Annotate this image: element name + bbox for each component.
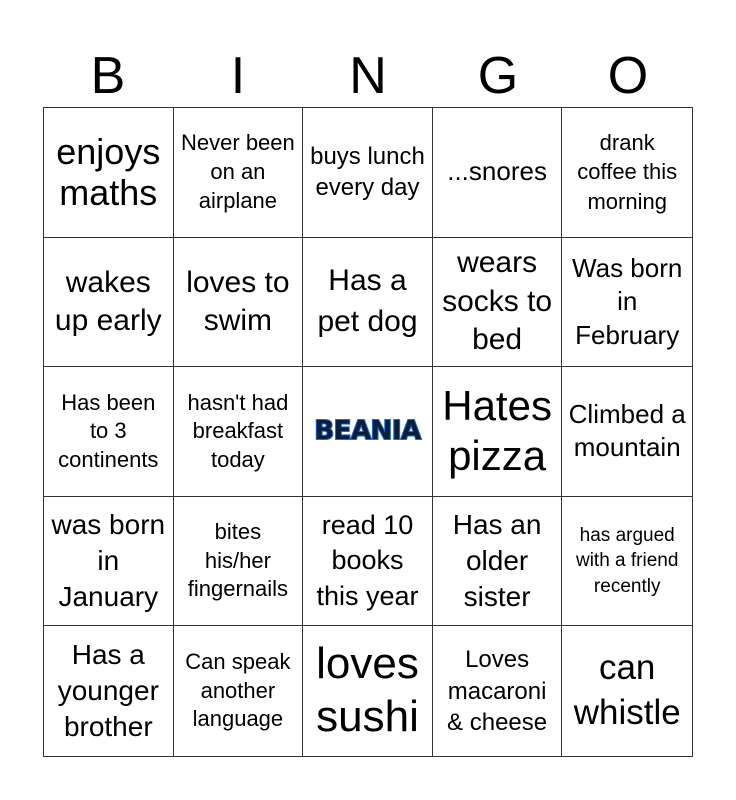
bingo-cell-r1-c3[interactable] <box>433 238 563 368</box>
bingo-cell-text: Can speak another language <box>185 649 291 732</box>
bingo-cell-r3-c0[interactable] <box>44 497 174 627</box>
header-letter-i: I <box>230 47 246 105</box>
bingo-cell-text: Has a younger brother <box>57 638 159 743</box>
bingo-cell-r0-c1[interactable] <box>174 108 304 238</box>
bingo-cell-text: wears socks to bed <box>442 246 553 357</box>
bingo-cell-r4-c3[interactable] <box>433 626 563 756</box>
bingo-cell-text: Hates pizza <box>442 382 552 480</box>
bingo-header <box>43 46 693 106</box>
bingo-cell-text: hasn't had breakfast today <box>187 389 289 472</box>
bingo-cell-text: Never been on an airplane <box>181 130 295 213</box>
bingo-cell-r4-c2[interactable] <box>303 626 433 756</box>
header-letter-b: B <box>90 47 126 105</box>
bingo-cell-r3-c3[interactable] <box>433 497 563 627</box>
free-space-cell[interactable] <box>303 367 433 497</box>
bingo-cell-text: can whistle <box>573 648 681 733</box>
bingo-cell-text: Climbed a mountain <box>568 399 686 463</box>
bingo-cell-text: buys lunch every day <box>310 143 425 202</box>
header-letter-n: N <box>349 47 387 105</box>
bingo-cell-r2-c4[interactable] <box>562 367 692 497</box>
free-space-logo: BEANIA <box>314 415 421 446</box>
bingo-cell-r0-c2[interactable] <box>303 108 433 238</box>
header-letter-o: O <box>607 47 649 105</box>
bingo-cell-r0-c4[interactable] <box>562 108 692 238</box>
bingo-cell-r4-c1[interactable] <box>174 626 304 756</box>
bingo-cell-text: Was born in February <box>572 252 683 350</box>
bingo-board <box>43 107 693 757</box>
bingo-cell-text: bites his/her fingernails <box>187 519 289 602</box>
bingo-cell-r2-c3[interactable] <box>433 367 563 497</box>
bingo-cell-r3-c4[interactable] <box>562 497 692 627</box>
bingo-cell-text: drank coffee this morning <box>577 129 678 215</box>
bingo-cell-r2-c1[interactable] <box>174 367 304 497</box>
bingo-cell-text: Has been to 3 continents <box>58 389 159 472</box>
bingo-cell-text: loves sushi <box>316 639 419 742</box>
bingo-cell-text: Has a pet dog <box>317 264 418 338</box>
bingo-cell-r4-c4[interactable] <box>562 626 692 756</box>
bingo-cell-text: has argued with a friend recently <box>575 524 679 597</box>
bingo-cell-text: wakes up early <box>54 265 162 337</box>
bingo-cell-text: ...snores <box>447 156 547 187</box>
bingo-cell-r1-c2[interactable] <box>303 238 433 368</box>
bingo-cell-r3-c1[interactable] <box>174 497 304 627</box>
bingo-cell-text: was born in January <box>51 508 166 613</box>
bingo-cell-text: Loves macaroni & cheese <box>447 646 548 736</box>
bingo-cell-r1-c4[interactable] <box>562 238 692 368</box>
bingo-cell-r1-c1[interactable] <box>174 238 304 368</box>
bingo-cell-r3-c2[interactable] <box>303 497 433 627</box>
bingo-cell-r1-c0[interactable] <box>44 238 174 368</box>
bingo-cell-r2-c0[interactable] <box>44 367 174 497</box>
bingo-cell-text: read 10 books this year <box>316 509 419 611</box>
bingo-cell-text: Has an older sister <box>452 508 542 613</box>
bingo-cell-text: enjoys maths <box>56 130 161 214</box>
bingo-cell-text: loves to swim <box>186 265 290 337</box>
bingo-cell-r0-c3[interactable] <box>433 108 563 238</box>
bingo-cell-r4-c0[interactable] <box>44 626 174 756</box>
header-letter-g: G <box>477 47 519 105</box>
bingo-cell-r0-c0[interactable] <box>44 108 174 238</box>
